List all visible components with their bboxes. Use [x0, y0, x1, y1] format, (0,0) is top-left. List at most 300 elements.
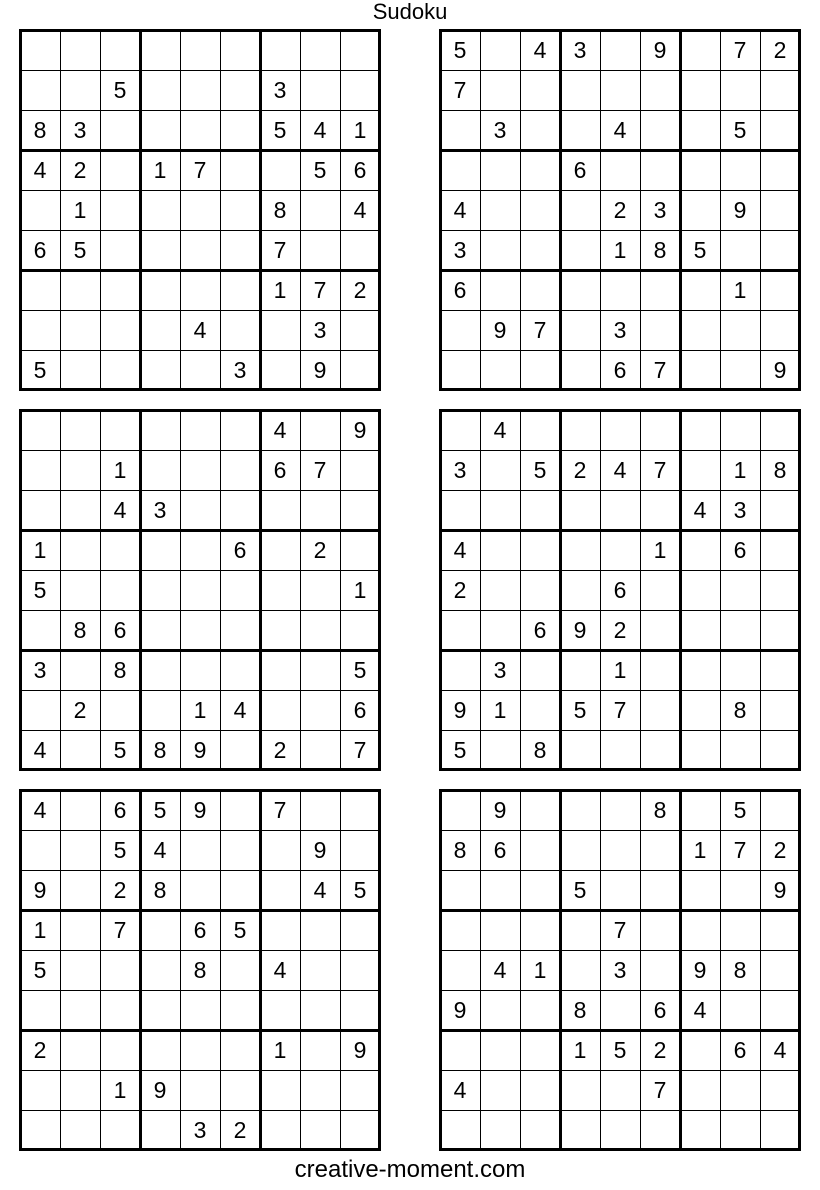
sudoku-cell — [60, 830, 100, 870]
sudoku-cell — [140, 950, 180, 990]
sudoku-cell — [640, 490, 680, 530]
sudoku-cell: 4 — [693, 497, 707, 523]
sudoku-cell — [560, 570, 600, 610]
sudoku-cell — [480, 70, 520, 110]
sudoku-cell — [180, 530, 220, 570]
sudoku-cell — [340, 830, 380, 870]
sudoku-cell — [520, 230, 560, 270]
sudoku-cell — [180, 450, 220, 490]
sudoku-cell — [220, 410, 260, 450]
sudoku-cell — [100, 1030, 140, 1070]
sudoku-cell: 2 — [773, 837, 787, 863]
sudoku-cell: 1 — [193, 697, 207, 723]
sudoku-cell: 5 — [353, 657, 367, 683]
sudoku-cell — [180, 1030, 220, 1070]
sudoku-cell — [220, 950, 260, 990]
sudoku-cell: 7 — [273, 237, 287, 263]
sudoku-cell — [260, 150, 300, 190]
sudoku-cell — [260, 1070, 300, 1110]
sudoku-cell — [140, 70, 180, 110]
sudoku-cell — [440, 1110, 480, 1150]
sudoku-cell — [100, 230, 140, 270]
sudoku-cell — [140, 30, 180, 70]
sudoku-cell — [600, 790, 640, 830]
sudoku-cell: 5 — [573, 877, 587, 903]
sudoku-cell — [340, 230, 380, 270]
sudoku-cell — [720, 730, 760, 770]
sudoku-cell: 7 — [653, 457, 667, 483]
sudoku-cell: 8 — [153, 737, 167, 763]
sudoku-cell — [60, 1030, 100, 1070]
sudoku-cell — [100, 270, 140, 310]
sudoku-cell: 6 — [733, 537, 747, 563]
sudoku-cell: 1 — [533, 957, 547, 983]
sudoku-cell — [480, 1030, 520, 1070]
sudoku-cell — [180, 230, 220, 270]
sudoku-cell — [520, 410, 560, 450]
sudoku-cell — [220, 1030, 260, 1070]
sudoku-cell — [180, 190, 220, 230]
sudoku-cell — [640, 310, 680, 350]
sudoku-cell: 3 — [153, 497, 167, 523]
sudoku-cell — [760, 610, 800, 650]
sudoku-cell — [260, 870, 300, 910]
sudoku-cell: 5 — [33, 577, 47, 603]
sudoku-cell — [140, 110, 180, 150]
sudoku-cell — [60, 350, 100, 390]
sudoku-cell — [480, 230, 520, 270]
sudoku-cell — [640, 410, 680, 450]
sudoku-cell: 3 — [613, 317, 627, 343]
sudoku-cell: 4 — [313, 877, 327, 903]
sudoku-cell: 6 — [273, 457, 287, 483]
sudoku-cell — [480, 190, 520, 230]
sudoku-cell: 3 — [313, 317, 327, 343]
sudoku-cell — [260, 830, 300, 870]
sudoku-cell — [180, 410, 220, 450]
sudoku-cell — [760, 70, 800, 110]
sudoku-cell — [300, 490, 340, 530]
sudoku-cell — [100, 410, 140, 450]
sudoku-cell — [140, 450, 180, 490]
sudoku-cell — [760, 190, 800, 230]
sudoku-cell — [340, 910, 380, 950]
sudoku-cell — [440, 610, 480, 650]
sudoku-cell — [680, 1070, 720, 1110]
sudoku-cell — [300, 570, 340, 610]
sudoku-cell: 5 — [533, 457, 547, 483]
sudoku-cell: 8 — [33, 117, 47, 143]
sudoku-cell — [720, 870, 760, 910]
sudoku-cell — [760, 910, 800, 950]
sudoku-cell: 9 — [733, 197, 747, 223]
sudoku-cell: 9 — [453, 697, 467, 723]
sudoku-cell — [260, 610, 300, 650]
sudoku-cell — [440, 490, 480, 530]
sudoku-cell — [560, 190, 600, 230]
sudoku-grid — [440, 790, 800, 1150]
sudoku-cell: 7 — [313, 457, 327, 483]
sudoku-cell: 4 — [33, 737, 47, 763]
sudoku-cell — [640, 70, 680, 110]
sudoku-cell: 6 — [453, 277, 467, 303]
sudoku-cell — [100, 950, 140, 990]
sudoku-cell — [180, 350, 220, 390]
sudoku-cell — [60, 570, 100, 610]
sudoku-cell — [720, 990, 760, 1030]
sudoku-cell: 8 — [533, 737, 547, 763]
sudoku-cell — [520, 270, 560, 310]
sudoku-cell — [480, 1070, 520, 1110]
sudoku-cell: 4 — [453, 197, 467, 223]
sudoku-cell — [260, 350, 300, 390]
sudoku-cell — [100, 190, 140, 230]
sudoku-cell — [680, 790, 720, 830]
sudoku-cell — [260, 490, 300, 530]
sudoku-cell — [340, 990, 380, 1030]
sudoku-cell — [140, 530, 180, 570]
sudoku-cell — [340, 1110, 380, 1150]
sudoku-cell — [560, 830, 600, 870]
sudoku-cell — [440, 350, 480, 390]
sudoku-cell — [340, 310, 380, 350]
sudoku-cell — [140, 650, 180, 690]
sudoku-cell — [60, 730, 100, 770]
sudoku-cell — [340, 490, 380, 530]
sudoku-cell: 4 — [233, 697, 247, 723]
sudoku-cell — [300, 650, 340, 690]
sudoku-cell — [600, 150, 640, 190]
sudoku-cell: 5 — [313, 157, 327, 183]
sudoku-cell — [680, 870, 720, 910]
sudoku-cell: 3 — [733, 497, 747, 523]
sudoku-cell: 2 — [453, 577, 467, 603]
sudoku-cell — [680, 190, 720, 230]
sudoku-cell: 2 — [113, 877, 127, 903]
sudoku-cell — [260, 910, 300, 950]
sudoku-cell: 5 — [353, 877, 367, 903]
sudoku-cell: 7 — [193, 157, 207, 183]
sudoku-cell — [480, 530, 520, 570]
sudoku-cell — [20, 990, 60, 1030]
sudoku-cell — [680, 350, 720, 390]
sudoku-cell — [480, 910, 520, 950]
sudoku-cell: 2 — [233, 1117, 247, 1143]
sudoku-cell: 1 — [113, 1077, 127, 1103]
sudoku-cell: 3 — [73, 117, 87, 143]
sudoku-cell — [220, 450, 260, 490]
sudoku-cell: 7 — [273, 797, 287, 823]
sudoku-cell — [20, 490, 60, 530]
sudoku-cell — [20, 270, 60, 310]
sudoku-grid — [440, 30, 800, 390]
sudoku-cell: 4 — [453, 1077, 467, 1103]
sudoku-cell — [760, 1110, 800, 1150]
sudoku-cell — [520, 490, 560, 530]
sudoku-cell — [300, 690, 340, 730]
sudoku-cell — [640, 910, 680, 950]
sudoku-cell: 1 — [273, 277, 287, 303]
sudoku-cell — [60, 490, 100, 530]
sudoku-cell — [340, 450, 380, 490]
sudoku-cell — [340, 350, 380, 390]
sudoku-cell: 3 — [273, 77, 287, 103]
sudoku-cell — [20, 310, 60, 350]
sudoku-cell — [100, 310, 140, 350]
sudoku-cell: 8 — [273, 197, 287, 223]
sudoku-cell — [560, 350, 600, 390]
sudoku-cell — [760, 950, 800, 990]
sudoku-cell — [300, 790, 340, 830]
sudoku-cell — [100, 30, 140, 70]
sudoku-cell — [680, 110, 720, 150]
sudoku-cell — [300, 910, 340, 950]
sudoku-cell — [220, 990, 260, 1030]
sudoku-cell — [260, 1110, 300, 1150]
sudoku-cell — [760, 110, 800, 150]
sudoku-cell — [640, 570, 680, 610]
sudoku-cell — [480, 870, 520, 910]
sudoku-cell: 9 — [493, 317, 507, 343]
sudoku-cell — [440, 310, 480, 350]
sudoku-cell: 6 — [193, 917, 207, 943]
sudoku-cell — [600, 70, 640, 110]
sudoku-cell — [20, 1110, 60, 1150]
sudoku-grid — [440, 410, 800, 770]
sudoku-cell — [680, 650, 720, 690]
sudoku-cell — [180, 490, 220, 530]
sudoku-cell: 5 — [453, 37, 467, 63]
sudoku-cell: 5 — [573, 697, 587, 723]
sudoku-cell: 7 — [613, 697, 627, 723]
sudoku-cell — [640, 610, 680, 650]
sudoku-cell: 9 — [313, 357, 327, 383]
sudoku-cell: 9 — [353, 1037, 367, 1063]
sudoku-cell — [140, 1030, 180, 1070]
sudoku-cell — [180, 110, 220, 150]
sudoku-cell — [760, 150, 800, 190]
sudoku-cell: 2 — [353, 277, 367, 303]
sudoku-cell: 8 — [733, 697, 747, 723]
sudoku-cell — [60, 990, 100, 1030]
site-footer: creative-moment.com — [294, 1156, 526, 1183]
sudoku-cell — [440, 650, 480, 690]
sudoku-cell: 4 — [613, 457, 627, 483]
sudoku-cell — [60, 410, 100, 450]
sudoku-cell: 4 — [33, 797, 47, 823]
sudoku-cell — [300, 30, 340, 70]
sudoku-cell: 4 — [273, 417, 287, 443]
sudoku-cell — [600, 990, 640, 1030]
sudoku-cell: 7 — [453, 77, 467, 103]
sudoku-cell: 8 — [113, 657, 127, 683]
sudoku-cell — [720, 230, 760, 270]
sudoku-cell — [480, 30, 520, 70]
sudoku-cell — [680, 610, 720, 650]
sudoku-cell — [300, 610, 340, 650]
sudoku-cell: 9 — [33, 877, 47, 903]
sudoku-cell: 3 — [493, 657, 507, 683]
sudoku-cell — [140, 910, 180, 950]
sudoku-cell: 1 — [733, 277, 747, 303]
sudoku-cell — [300, 410, 340, 450]
sudoku-cell: 4 — [193, 317, 207, 343]
sudoku-cell: 2 — [573, 457, 587, 483]
sudoku-cell — [480, 450, 520, 490]
sudoku-cell — [680, 690, 720, 730]
sudoku-cell: 3 — [573, 37, 587, 63]
sudoku-cell: 6 — [353, 697, 367, 723]
sudoku-grid — [20, 410, 380, 770]
sudoku-cell — [180, 270, 220, 310]
sudoku-cell — [760, 410, 800, 450]
sudoku-cell — [20, 70, 60, 110]
sudoku-cell — [60, 30, 100, 70]
sudoku-cell — [520, 650, 560, 690]
sudoku-cell — [340, 950, 380, 990]
sudoku-cell — [260, 310, 300, 350]
sudoku-cell — [140, 410, 180, 450]
sudoku-cell — [560, 1110, 600, 1150]
sudoku-cell — [440, 150, 480, 190]
sudoku-cell — [520, 570, 560, 610]
sudoku-cell — [760, 690, 800, 730]
sudoku-cell — [680, 910, 720, 950]
sudoku-cell — [760, 650, 800, 690]
sudoku-cell: 4 — [533, 37, 547, 63]
sudoku-cell: 9 — [773, 357, 787, 383]
sudoku-cell — [720, 350, 760, 390]
sudoku-cell: 1 — [353, 577, 367, 603]
sudoku-cell — [720, 310, 760, 350]
sudoku-cell — [520, 1070, 560, 1110]
sudoku-cell: 1 — [153, 157, 167, 183]
sudoku-cell — [140, 1110, 180, 1150]
sudoku-cell — [100, 150, 140, 190]
sudoku-cell — [680, 410, 720, 450]
sudoku-cell — [560, 490, 600, 530]
sudoku-cell — [140, 190, 180, 230]
sudoku-cell — [600, 30, 640, 70]
sudoku-cell: 1 — [573, 1037, 587, 1063]
sudoku-cell: 4 — [613, 117, 627, 143]
sudoku-cell — [560, 1070, 600, 1110]
sudoku-cell — [600, 1110, 640, 1150]
sudoku-cell — [440, 110, 480, 150]
sudoku-cell: 1 — [353, 117, 367, 143]
sudoku-cell — [340, 790, 380, 830]
sudoku-cell — [520, 190, 560, 230]
sudoku-cell — [220, 150, 260, 190]
sudoku-cell — [440, 950, 480, 990]
sudoku-cell — [180, 570, 220, 610]
sudoku-cell — [20, 30, 60, 70]
sudoku-cell — [220, 1070, 260, 1110]
sudoku-cell — [100, 110, 140, 150]
sudoku-cell — [220, 870, 260, 910]
sudoku-cell — [760, 1070, 800, 1110]
sudoku-cell — [480, 1110, 520, 1150]
sudoku-cell: 6 — [33, 237, 47, 263]
sudoku-cell: 6 — [353, 157, 367, 183]
sudoku-cell: 7 — [653, 357, 667, 383]
sudoku-cell — [760, 790, 800, 830]
sudoku-cell — [640, 730, 680, 770]
sudoku-cell — [20, 690, 60, 730]
sudoku-cell — [20, 1070, 60, 1110]
sudoku-cell: 8 — [653, 797, 667, 823]
sudoku-cell — [180, 30, 220, 70]
sudoku-cell: 3 — [613, 957, 627, 983]
sudoku-cell: 1 — [733, 457, 747, 483]
sudoku-cell — [760, 310, 800, 350]
sudoku-cell — [760, 230, 800, 270]
sudoku-cell — [560, 650, 600, 690]
sudoku-cell — [60, 1070, 100, 1110]
sudoku-cell — [480, 730, 520, 770]
sudoku-cell: 8 — [453, 837, 467, 863]
sudoku-cell — [140, 350, 180, 390]
sudoku-cell — [300, 1070, 340, 1110]
sudoku-cell — [600, 270, 640, 310]
sudoku-cell: 8 — [193, 957, 207, 983]
sudoku-cell: 3 — [453, 457, 467, 483]
sudoku-cell — [60, 450, 100, 490]
sudoku-cell: 9 — [193, 797, 207, 823]
sudoku-cell — [720, 150, 760, 190]
sudoku-cell: 2 — [313, 537, 327, 563]
sudoku-cell — [60, 1110, 100, 1150]
sudoku-cell — [440, 410, 480, 450]
sudoku-cell — [260, 990, 300, 1030]
sudoku-cell: 1 — [33, 917, 47, 943]
sudoku-cell: 2 — [613, 617, 627, 643]
sudoku-cell — [220, 110, 260, 150]
sudoku-cell — [520, 150, 560, 190]
sudoku-cell: 1 — [493, 697, 507, 723]
sudoku-cell — [220, 650, 260, 690]
sudoku-cell — [560, 310, 600, 350]
sudoku-cell — [220, 30, 260, 70]
sudoku-cell: 2 — [613, 197, 627, 223]
sudoku-cell: 4 — [693, 997, 707, 1023]
sudoku-cell — [140, 230, 180, 270]
sudoku-cell — [600, 410, 640, 450]
sudoku-cell — [520, 830, 560, 870]
sudoku-cell: 4 — [353, 197, 367, 223]
sudoku-cell — [560, 950, 600, 990]
sudoku-cell: 2 — [73, 157, 87, 183]
sudoku-cell — [640, 830, 680, 870]
sudoku-cell: 1 — [113, 457, 127, 483]
sudoku-cell — [340, 70, 380, 110]
sudoku-cell — [640, 690, 680, 730]
sudoku-cell — [520, 1110, 560, 1150]
sudoku-cell — [760, 570, 800, 610]
sudoku-cell — [520, 350, 560, 390]
sudoku-cell — [520, 870, 560, 910]
sudoku-cell: 6 — [733, 1037, 747, 1063]
sudoku-cell — [300, 190, 340, 230]
sudoku-cell — [560, 70, 600, 110]
sudoku-cell — [260, 570, 300, 610]
sudoku-cell — [520, 910, 560, 950]
sudoku-cell — [640, 870, 680, 910]
sudoku-cell: 8 — [653, 237, 667, 263]
sudoku-cell — [720, 1110, 760, 1150]
sudoku-cell — [180, 1070, 220, 1110]
sudoku-cell — [680, 530, 720, 570]
